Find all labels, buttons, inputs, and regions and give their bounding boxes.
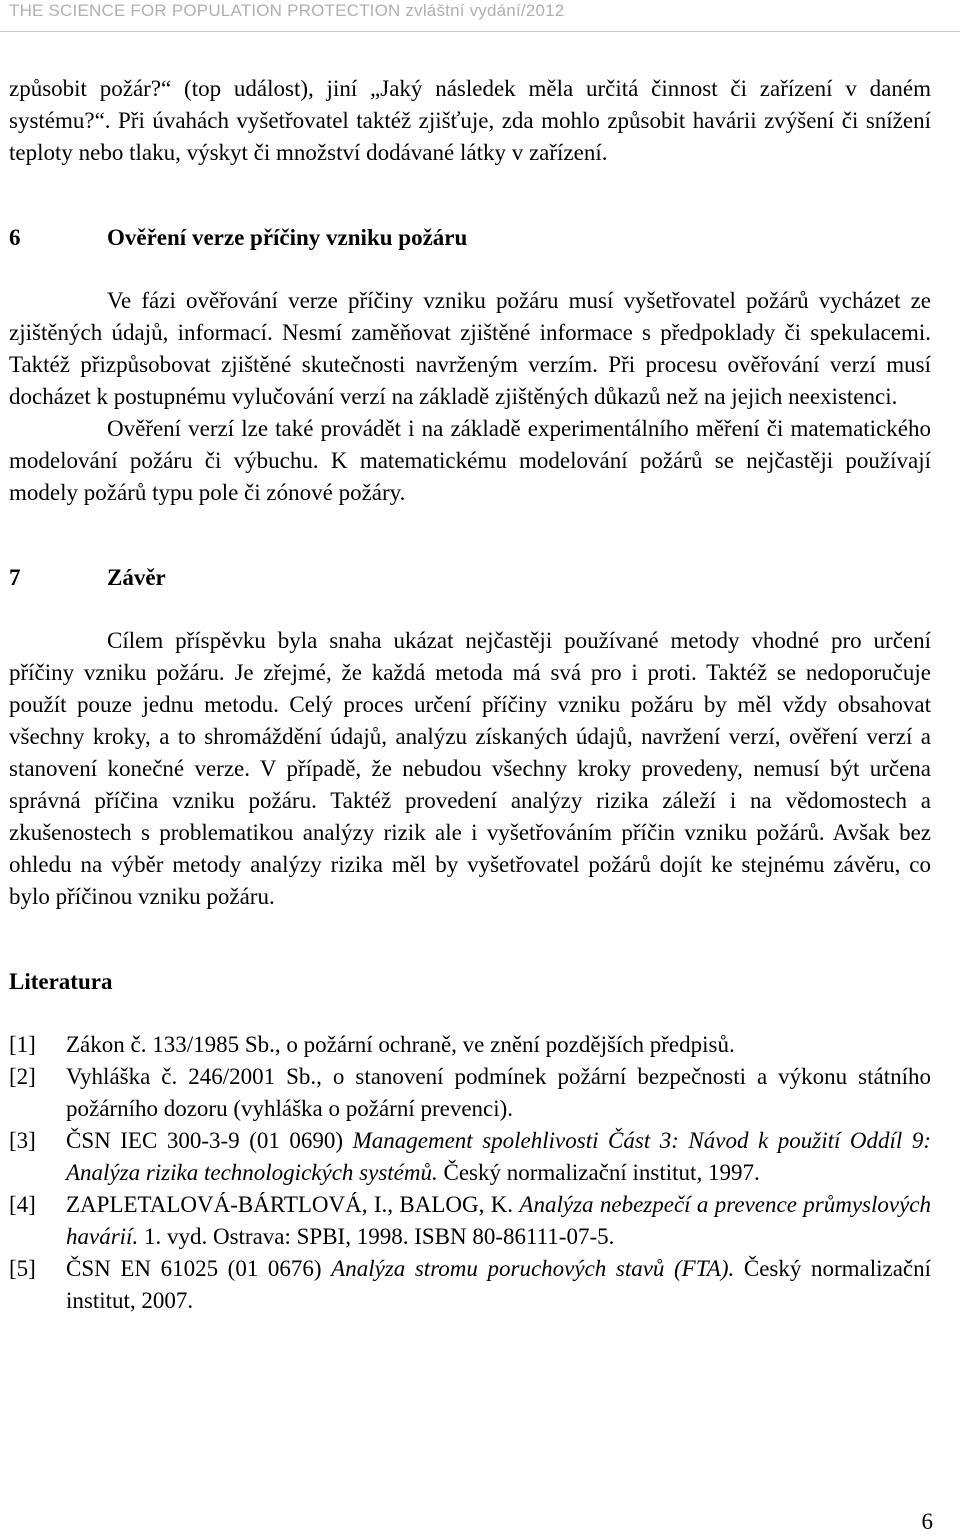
reference-item <box>9 1061 931 1125</box>
reference-list <box>9 1029 931 1317</box>
section-7-heading <box>9 562 931 594</box>
reference-label: [2] <box>9 1064 36 1089</box>
section-7-title: Závěr <box>107 565 166 590</box>
section-6-paragraph-2: Ověření verzí lze také provádět i na základě experimentálního měření či matematického modelování požáru či výbuchu. K matematickému modelování požárů se nejčastěji používají modely požárů typu pole či zónové požáry. <box>9 416 931 505</box>
reference-label: [4] <box>9 1192 36 1217</box>
reference-label: [5] <box>9 1256 36 1281</box>
reference-label: [1] <box>9 1032 36 1057</box>
running-header: THE SCIENCE FOR POPULATION PROTECTION zvláštní vydání/2012 <box>9 1 565 20</box>
reference-item <box>9 1253 931 1317</box>
spacer <box>9 913 931 966</box>
reference-text: ČSN EN 61025 (01 0676) Analýza stromu poruchových stavů (FTA). Český normalizační institut, 2007. <box>66 1256 931 1313</box>
spacer <box>9 169 931 222</box>
reference-text: Vyhláška č. 246/2001 Sb., o stanovení podmínek požární bezpečnosti a výkonu státního požárního dozoru (vyhláška o požární prevenci). <box>66 1064 931 1121</box>
spacer <box>9 594 931 625</box>
intro-paragraph: způsobit požár?“ (top událost), jiní „Jaký následek měla určitá činnost či zařízení v daném systému?“. Při úvahách vyšetřovatel taktéž zjišťuje, zda mohlo způsobit havárii zvýšení či snížení teploty nebo tlaku, výskyt či množství dodávané látky v zařízení. <box>9 76 931 165</box>
spacer <box>9 998 931 1029</box>
reference-text: ZAPLETALOVÁ-BÁRTLOVÁ, I., BALOG, K. Analýza nebezpečí a prevence průmyslových havárií. 1. vyd. Ostrava: SPBI, 1998. ISBN 80-86111-07-5. <box>66 1192 931 1249</box>
reference-text: ČSN IEC 300-3-9 (01 0690) Management spolehlivosti Část 3: Návod k použití Oddíl 9: Analýza rizika technologických systémů. Český normalizační institut, 1997. <box>66 1128 931 1185</box>
section-6-number: 6 <box>9 225 21 250</box>
section-6-heading <box>9 222 931 254</box>
section-7-paragraph: Cílem příspěvku byla snaha ukázat nejčastěji používané metody vhodné pro určení příčiny vzniku požáru. Je zřejmé, že každá metoda má svá pro i proti. Taktéž se nedoporučuje použít pouze jednu metodu. Celý proces určení příčiny vzniku požáru by měl vždy obsahovat všechny kroky, a to shromáždění údajů, analýzu získaných údajů, navržení verzí, ověření verzí a stanovení konečné verze. V případě, že nebudou všechny kroky provedeny, nemusí být určena správná příčina vzniku požáru. Taktéž provedení analýzy rizika záleží i na vědomostech a zkušenostech s problematikou analýzy rizik ale i vyšetřováním příčin vzniku požárů. Avšak bez ohledu na výběr metody analýzy rizika měl by vyšetřovatel požárů dojít ke stejnému závěru, co bylo příčinou vzniku požáru. <box>9 628 931 909</box>
spacer <box>9 509 931 562</box>
reference-label: [3] <box>9 1128 36 1153</box>
page-number: 6 <box>921 1509 933 1534</box>
reference-item <box>9 1125 931 1189</box>
reference-item <box>9 1029 931 1061</box>
section-6-title: Ověření verze příčiny vzniku požáru <box>107 225 468 250</box>
section-6-paragraph-1: Ve fázi ověřování verze příčiny vzniku požáru musí vyšetřovatel požárů vycházet ze zjištěných údajů, informací. Nesmí zaměňovat zjištěné informace s předpoklady či spekulacemi. Taktéž přizpůsobovat zjištěné skutečnosti navrženým verzím. Při procesu ověřování verzí musí docházet k postupnému vylučování verzí na základě zjištěných důkazů než na jejich neexistenci. <box>9 288 931 409</box>
reference-item <box>9 1189 931 1253</box>
literature-heading: Literatura <box>9 969 113 994</box>
header-rule <box>0 31 960 32</box>
section-7-number: 7 <box>9 565 21 590</box>
reference-text: Zákon č. 133/1985 Sb., o požární ochraně, ve znění pozdějších předpisů. <box>66 1032 735 1057</box>
page-content <box>9 73 931 1317</box>
spacer <box>9 254 931 285</box>
